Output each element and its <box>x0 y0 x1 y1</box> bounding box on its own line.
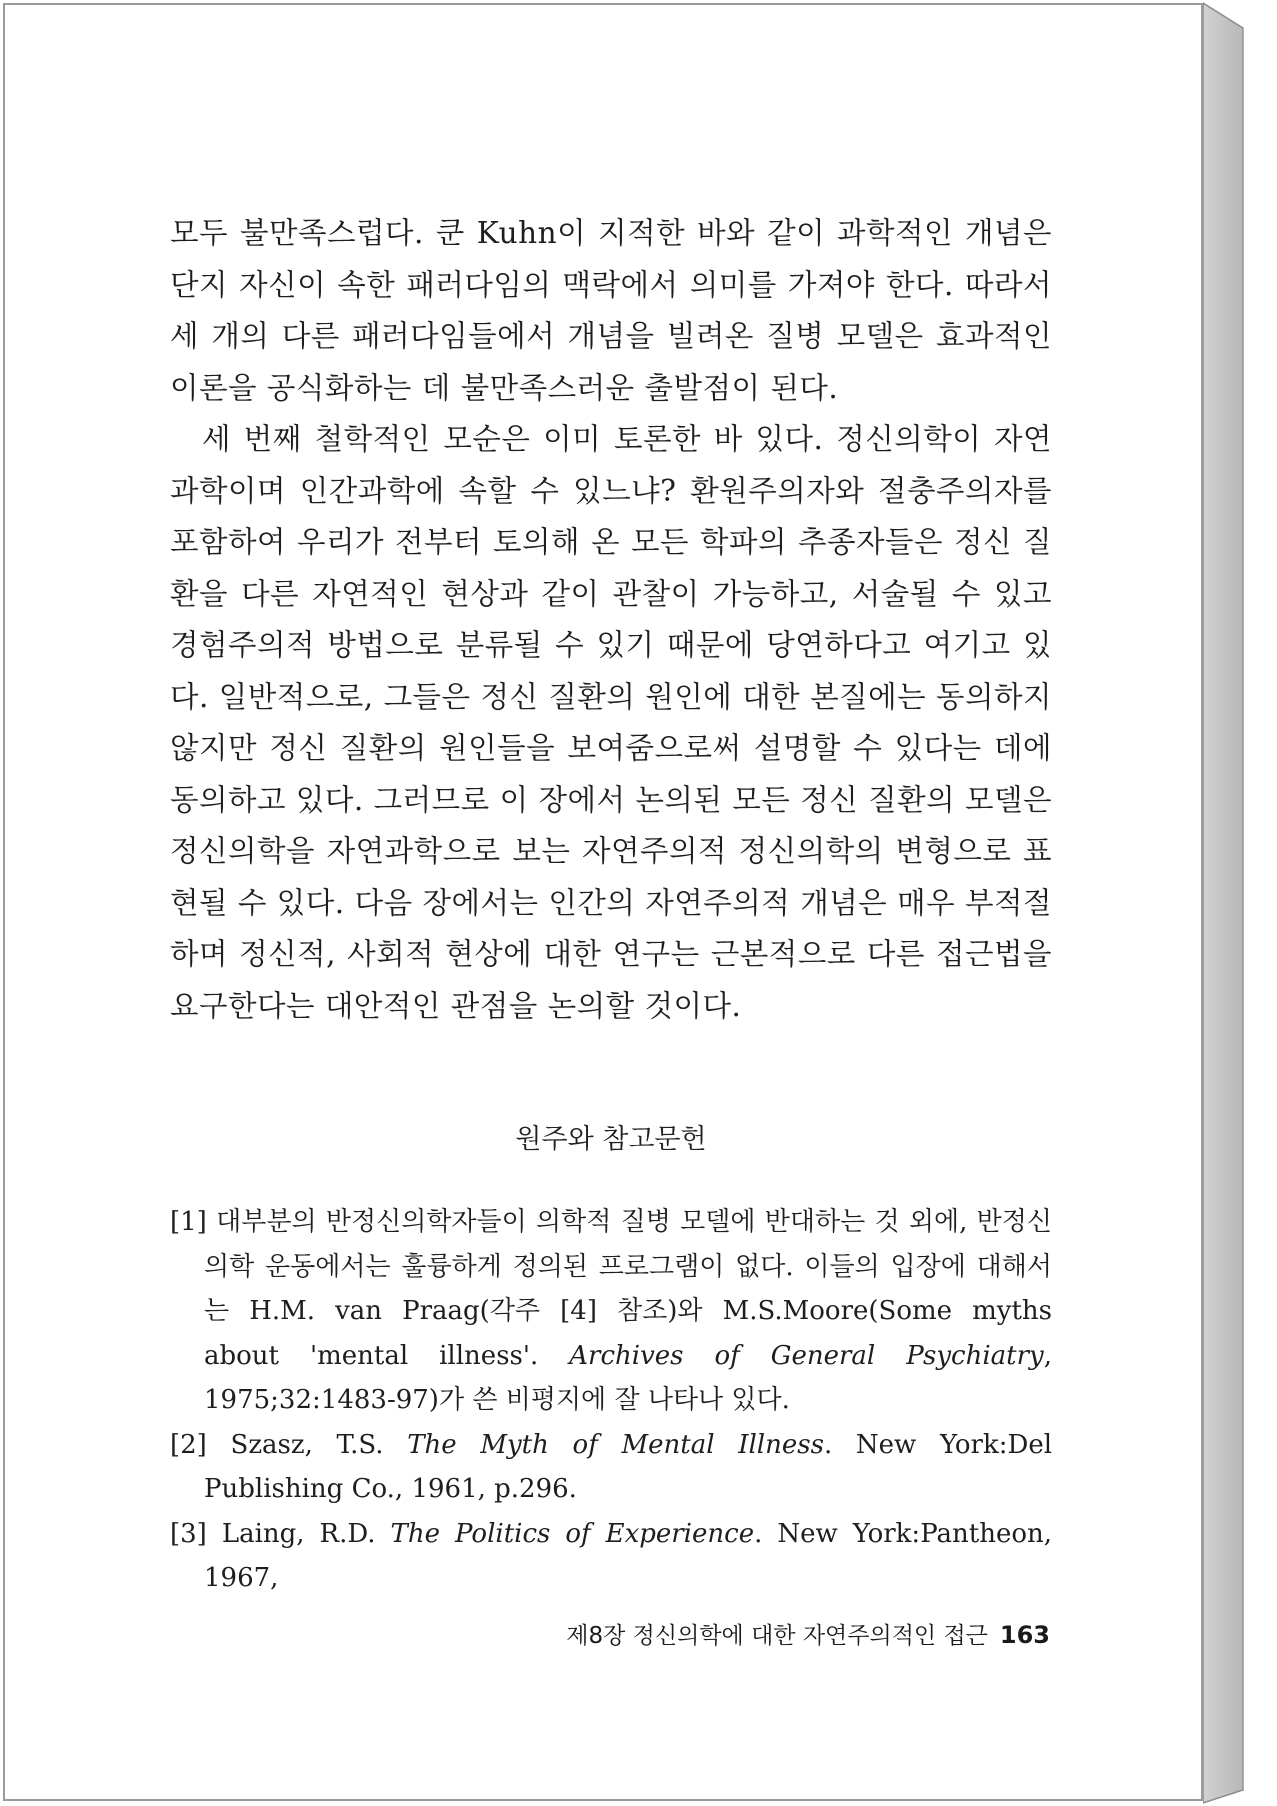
reference-text: . New York:Del Publishing Co., 1961, p.296. <box>204 1429 1053 1504</box>
page-footer <box>170 1618 1050 1653</box>
book-spine-edge <box>1203 0 1263 1806</box>
page-number: 163 <box>999 1621 1050 1649</box>
reference-item <box>170 1200 1052 1423</box>
reference-number: [1] <box>170 1207 207 1237</box>
reference-number: [2] <box>170 1429 207 1460</box>
reference-text: Szasz, T.S. <box>230 1429 408 1460</box>
reference-text: . New York:Pantheon, 1967, <box>204 1518 1053 1593</box>
reference-text: , 1975;32:1483-97)가 쓴 비평지에 잘 나타나 있다. <box>204 1340 1052 1415</box>
references-heading: 원주와 참고문헌 <box>515 1124 707 1155</box>
paragraph-2: 세 번째 철학적인 모순은 이미 토론한 바 있다. 정신의학이 자연과학이며 인간과학에 속할 수 있느냐? 환원주의자와 절충주의자를 포함하여 우리가 전부터 토의해 온 모든 학파의 추종자들은 정신 질환을 다른 자연적인 현상과 같이 관찰이 가능하고, 서술될 수 있고 경험주의적 방법으로 분류될 수 있기 때문에 당연하다고 여기고 있다. 일반적으로, 그들은 정신 질환의 원인에 대한 본질에는 동의하지 않지만 정신 질환의 원인들을 보여줌으로써 설명할 수 있다는 데에 동의하고 있다. 그러므로 이 장에서 논의된 모든 정신 질환의 모델은 정신의학을 자연과학으로 보는 자연주의적 정신의학의 변형으로 표현될 수 있다. 다음 장에서는 인간의 자연주의적 개념은 매우 부적절하며 정신적, 사회적 현상에 대한 연구는 근본적으로 다른 접근법을 요구한다는 대안적인 관점을 논의할 것이다. <box>170 422 1052 1023</box>
reference-item <box>170 1512 1052 1601</box>
running-chapter-title: 제8장 정신의학에 대한 자연주의적인 접근 <box>566 1623 988 1649</box>
reference-book-title: The Myth of Mental Illness <box>407 1429 824 1460</box>
references-list <box>170 1200 1052 1601</box>
paragraph-1: 모두 불만족스럽다. 쿤 Kuhn이 지적한 바와 같이 과학적인 개념은 단지 자신이 속한 패러다임의 맥락에서 의미를 가져야 한다. 따라서 세 개의 다른 패러다임들에서 개념을 빌려온 질병 모델은 효과적인 이론을 공식화하는 데 불만족스러운 출발점이 된다. <box>170 216 1052 405</box>
reference-text: 대부분의 반정신의학자들이 의학적 질병 모델에 반대하는 것 외에, 반정신의학 운동에서는 훌륭하게 정의된 프로그램이 없다. 이들의 입장에 대해서는 H.M. van Praag(각주 [4] 참조)와 M.S.Moore(Some myths about 'mental illness'. <box>204 1207 1053 1371</box>
reference-text: Laing, R.D. <box>221 1518 391 1549</box>
reference-number: [3] <box>170 1518 207 1549</box>
reference-journal-title: Archives of General Psychiatry <box>569 1340 1044 1371</box>
reference-item <box>170 1423 1052 1512</box>
reference-book-title: The Politics of Experience <box>390 1518 755 1549</box>
body-text <box>170 208 1052 1032</box>
